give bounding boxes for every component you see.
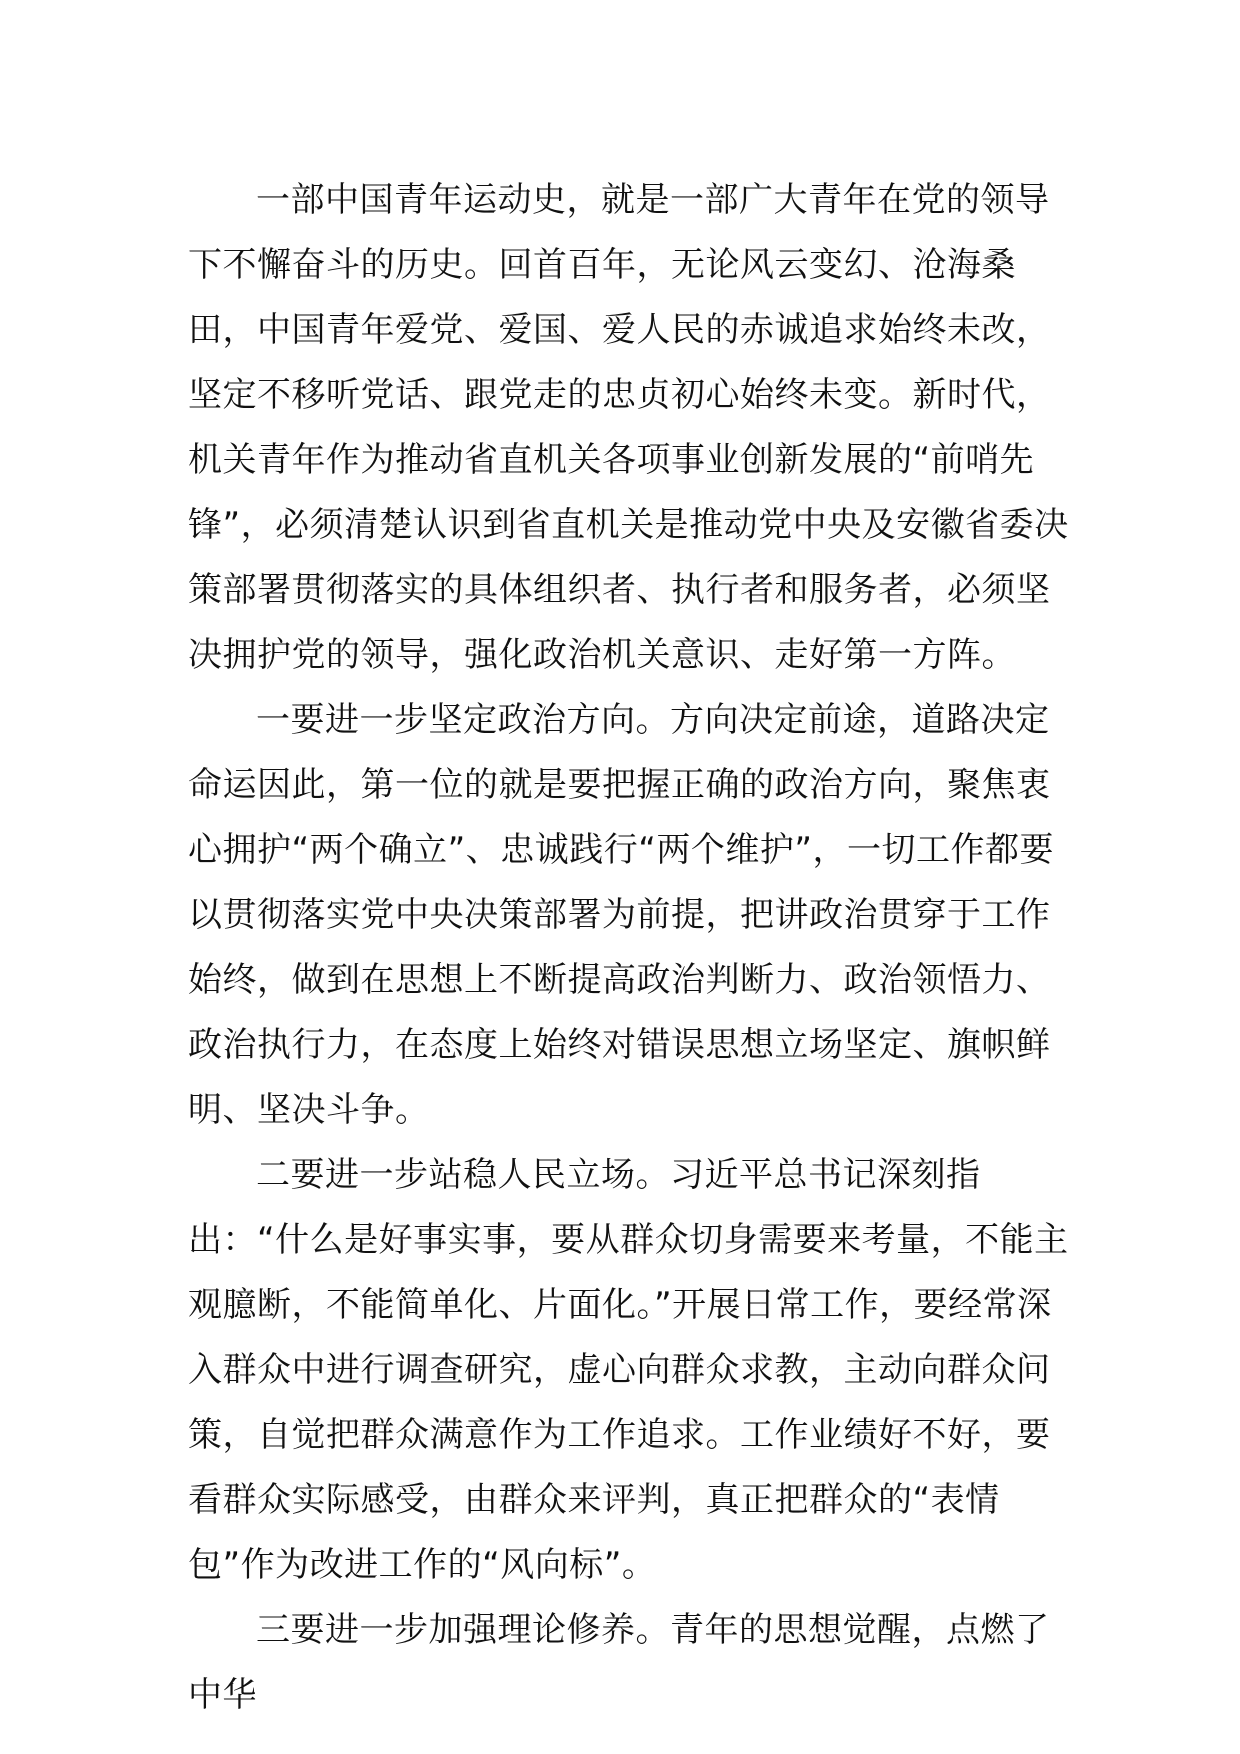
paragraph-intro: 一部中国青年运动史，就是一部广大青年在党的领导下不懈奋斗的历史。回首百年，无论风云变幻、沧海桑田，中国青年爱党、爱国、爱人民的赤诚追求始终未改，坚定不移听党话、跟党走的忠贞初心始终未变。新时代，机关青年作为推动省直机关各项事业创新发展的“前哨先锋”，必须清楚认识到省直机关是推动党中央及安徽省委决策部署贯彻落实的具体组织者、执行者和服务者，必须坚决拥护党的领导，强化政治机关意识、走好第一方阵。: [188, 180, 1069, 675]
document-body: [188, 168, 1078, 1728]
paragraph-political-direction: 一要进一步坚定政治方向。方向决定前途，道路决定命运因此，第一位的就是要把握正确的政治方向，聚焦衷心拥护“两个确立”、忠诚践行“两个维护”，一切工作都要以贯彻落实党中央决策部署为前提，把讲政治贯穿于工作始终，做到在思想上不断提高政治判断力、政治领悟力、政治执行力，在态度上始终对错误思想立场坚定、旗帜鲜明、坚决斗争。: [188, 700, 1054, 1130]
paragraph-people-stance: 二要进一步站稳人民立场。习近平总书记深刻指出：“什么是好事实事，要从群众切身需要来考量，不能主观臆断，不能简单化、片面化。”开展日常工作，要经常深入群众中进行调查研究，虚心向群众求教，主动向群众问策，自觉把群众满意作为工作追求。工作业绩好不好，要看群众实际感受，由群众来评判，真正把群众的“表情包”作为改进工作的“风向标”。: [188, 1155, 1069, 1585]
paragraph-theory-cultivation: 三要进一步加强理论修养。青年的思想觉醒，点燃了中华: [188, 1610, 1050, 1715]
